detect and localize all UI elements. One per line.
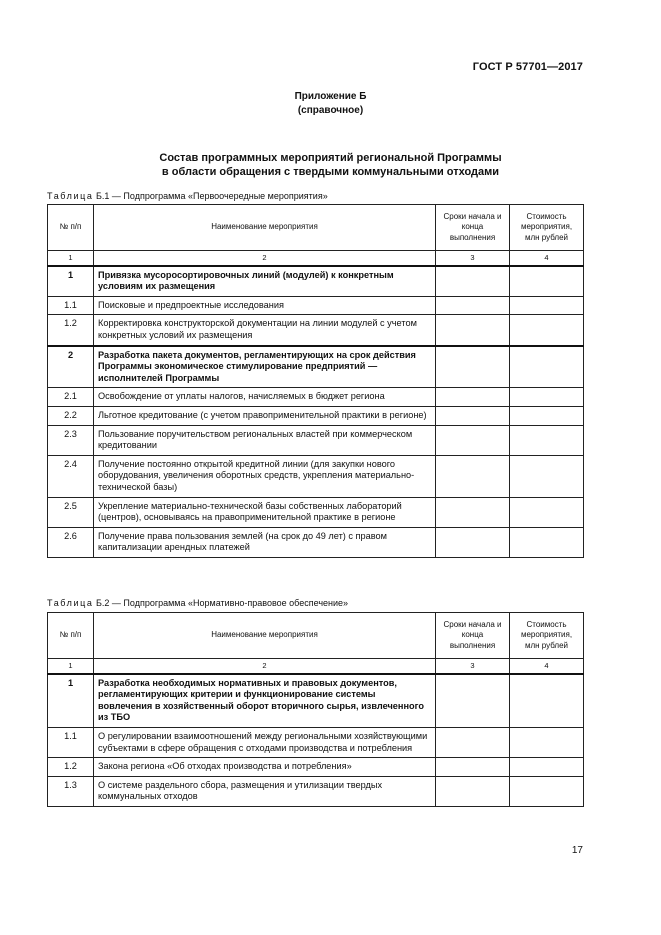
row-cost xyxy=(510,406,584,425)
header-name: Наименование мероприятия xyxy=(94,613,436,659)
row-name: Привязка мусоросортировочных линий (модулей) к конкретным условиям их размещения xyxy=(94,266,436,297)
table-1-caption-text: Б.1 — Подпрограмма «Первоочередные мероприятия» xyxy=(93,191,328,201)
row-name: Получение права пользования землей (на срок до 49 лет) с правом капитализации арендных платежей xyxy=(94,527,436,557)
table-2-body xyxy=(48,674,584,807)
row-number: 1.2 xyxy=(48,758,94,777)
table-row xyxy=(48,346,584,388)
row-number: 2.3 xyxy=(48,425,94,455)
annex-title: Приложение Б xyxy=(294,91,367,102)
row-number: 1.3 xyxy=(48,776,94,806)
row-dates xyxy=(436,315,510,346)
row-number: 1.1 xyxy=(48,296,94,315)
row-number: 2 xyxy=(48,346,94,388)
row-name: Корректировка конструкторской документации на линии модулей с учетом конкретных условий их размещения xyxy=(94,315,436,346)
row-dates xyxy=(436,425,510,455)
row-number: 1 xyxy=(48,674,94,728)
table-1-caption-label: Таблица xyxy=(47,191,94,201)
standard-code: ГОСТ Р 57701—2017 xyxy=(472,61,583,73)
row-name: Закона региона «Об отходах производства и потребления» xyxy=(94,758,436,777)
header-dates: Сроки начала и конца выполнения xyxy=(436,613,510,659)
row-name: Разработка пакета документов, регламентирующих на срок действия Программы экономическое стимулирование предприятий — исполнителей Программы xyxy=(94,346,436,388)
col-number-2: 2 xyxy=(94,659,436,674)
table-1-caption xyxy=(47,191,328,201)
col-number-4: 4 xyxy=(510,659,584,674)
row-number: 2.6 xyxy=(48,527,94,557)
row-number: 1.1 xyxy=(48,727,94,757)
table-row xyxy=(48,315,584,346)
row-cost xyxy=(510,315,584,346)
row-dates xyxy=(436,346,510,388)
col-number-3: 3 xyxy=(436,251,510,266)
section-heading-line-2: в области обращения с твердыми коммунальными отходами xyxy=(161,166,500,178)
col-number-4: 4 xyxy=(510,251,584,266)
row-cost xyxy=(510,346,584,388)
table-row xyxy=(48,497,584,527)
row-dates xyxy=(436,406,510,425)
table-2-caption-text: Б.2 — Подпрограмма «Нормативно-правовое обеспечение» xyxy=(93,598,349,608)
row-dates xyxy=(436,727,510,757)
table-row xyxy=(48,727,584,757)
table-row xyxy=(48,527,584,557)
table-2-caption-label: Таблица xyxy=(47,598,94,608)
row-cost xyxy=(510,388,584,407)
table-2 xyxy=(47,612,584,807)
header-dates: Сроки начала и конца выполнения xyxy=(436,205,510,251)
row-cost xyxy=(510,425,584,455)
row-cost xyxy=(510,527,584,557)
row-cost xyxy=(510,266,584,297)
row-dates xyxy=(436,266,510,297)
table-row xyxy=(48,296,584,315)
row-name: Льготное кредитование (с учетом правоприменительной практики в регионе) xyxy=(94,406,436,425)
row-number: 1 xyxy=(48,266,94,297)
section-heading xyxy=(0,151,661,179)
row-name: Укрепление материально-технической базы собственных лабораторий (центров), основываясь на правоприменительной практике в регионе xyxy=(94,497,436,527)
header-cost: Стоимость мероприятия, млн рублей xyxy=(510,205,584,251)
table-row xyxy=(48,758,584,777)
row-name: Пользование поручительством региональных властей при коммерческом кредитовании xyxy=(94,425,436,455)
row-name: О регулировании взаимоотношений между региональными хозяйствующими субъектами в сфере обращения с отходами производства и потребления xyxy=(94,727,436,757)
row-cost xyxy=(510,727,584,757)
row-number: 2.4 xyxy=(48,455,94,497)
row-dates xyxy=(436,388,510,407)
row-name: Разработка необходимых нормативных и правовых документов, регламентирующих критерии и функционирование системы вовлечения в хозяйственный оборот вторичного сырья, извлеченного из ТБО xyxy=(94,674,436,728)
row-number: 2.5 xyxy=(48,497,94,527)
header-number: № п/п xyxy=(48,613,94,659)
section-heading-line-1: Состав программных мероприятий региональной Программы xyxy=(159,152,502,164)
col-number-1: 1 xyxy=(48,251,94,266)
row-dates xyxy=(436,296,510,315)
row-cost xyxy=(510,296,584,315)
col-number-1: 1 xyxy=(48,659,94,674)
col-number-3: 3 xyxy=(436,659,510,674)
row-dates xyxy=(436,758,510,777)
row-name: О системе раздельного сбора, размещения и утилизации твердых коммунальных отходов xyxy=(94,776,436,806)
row-name: Поисковые и предпроектные исследования xyxy=(94,296,436,315)
row-dates xyxy=(436,455,510,497)
header-cost: Стоимость мероприятия, млн рублей xyxy=(510,613,584,659)
table-row xyxy=(48,406,584,425)
row-number: 2.2 xyxy=(48,406,94,425)
table-row xyxy=(48,388,584,407)
row-dates xyxy=(436,527,510,557)
row-cost xyxy=(510,674,584,728)
table-row xyxy=(48,266,584,297)
row-dates xyxy=(436,497,510,527)
col-number-2: 2 xyxy=(94,251,436,266)
table-1-body xyxy=(48,266,584,558)
header-number: № п/п xyxy=(48,205,94,251)
row-name: Получение постоянно открытой кредитной линии (для закупки нового оборудования, увеличения оборотных средств, укрепления материально-технической базы) xyxy=(94,455,436,497)
table-row xyxy=(48,455,584,497)
row-number: 2.1 xyxy=(48,388,94,407)
row-dates xyxy=(436,674,510,728)
row-dates xyxy=(436,776,510,806)
row-cost xyxy=(510,455,584,497)
annex-subtitle: (справочное) xyxy=(297,105,364,116)
page-number: 17 xyxy=(571,845,583,856)
header-name: Наименование мероприятия xyxy=(94,205,436,251)
row-cost xyxy=(510,758,584,777)
row-cost xyxy=(510,497,584,527)
table-1 xyxy=(47,204,584,558)
row-name: Освобождение от уплаты налогов, начисляемых в бюджет региона xyxy=(94,388,436,407)
table-row xyxy=(48,674,584,728)
table-2-caption xyxy=(47,598,348,608)
table-row xyxy=(48,776,584,806)
table-row xyxy=(48,425,584,455)
row-number: 1.2 xyxy=(48,315,94,346)
row-cost xyxy=(510,776,584,806)
